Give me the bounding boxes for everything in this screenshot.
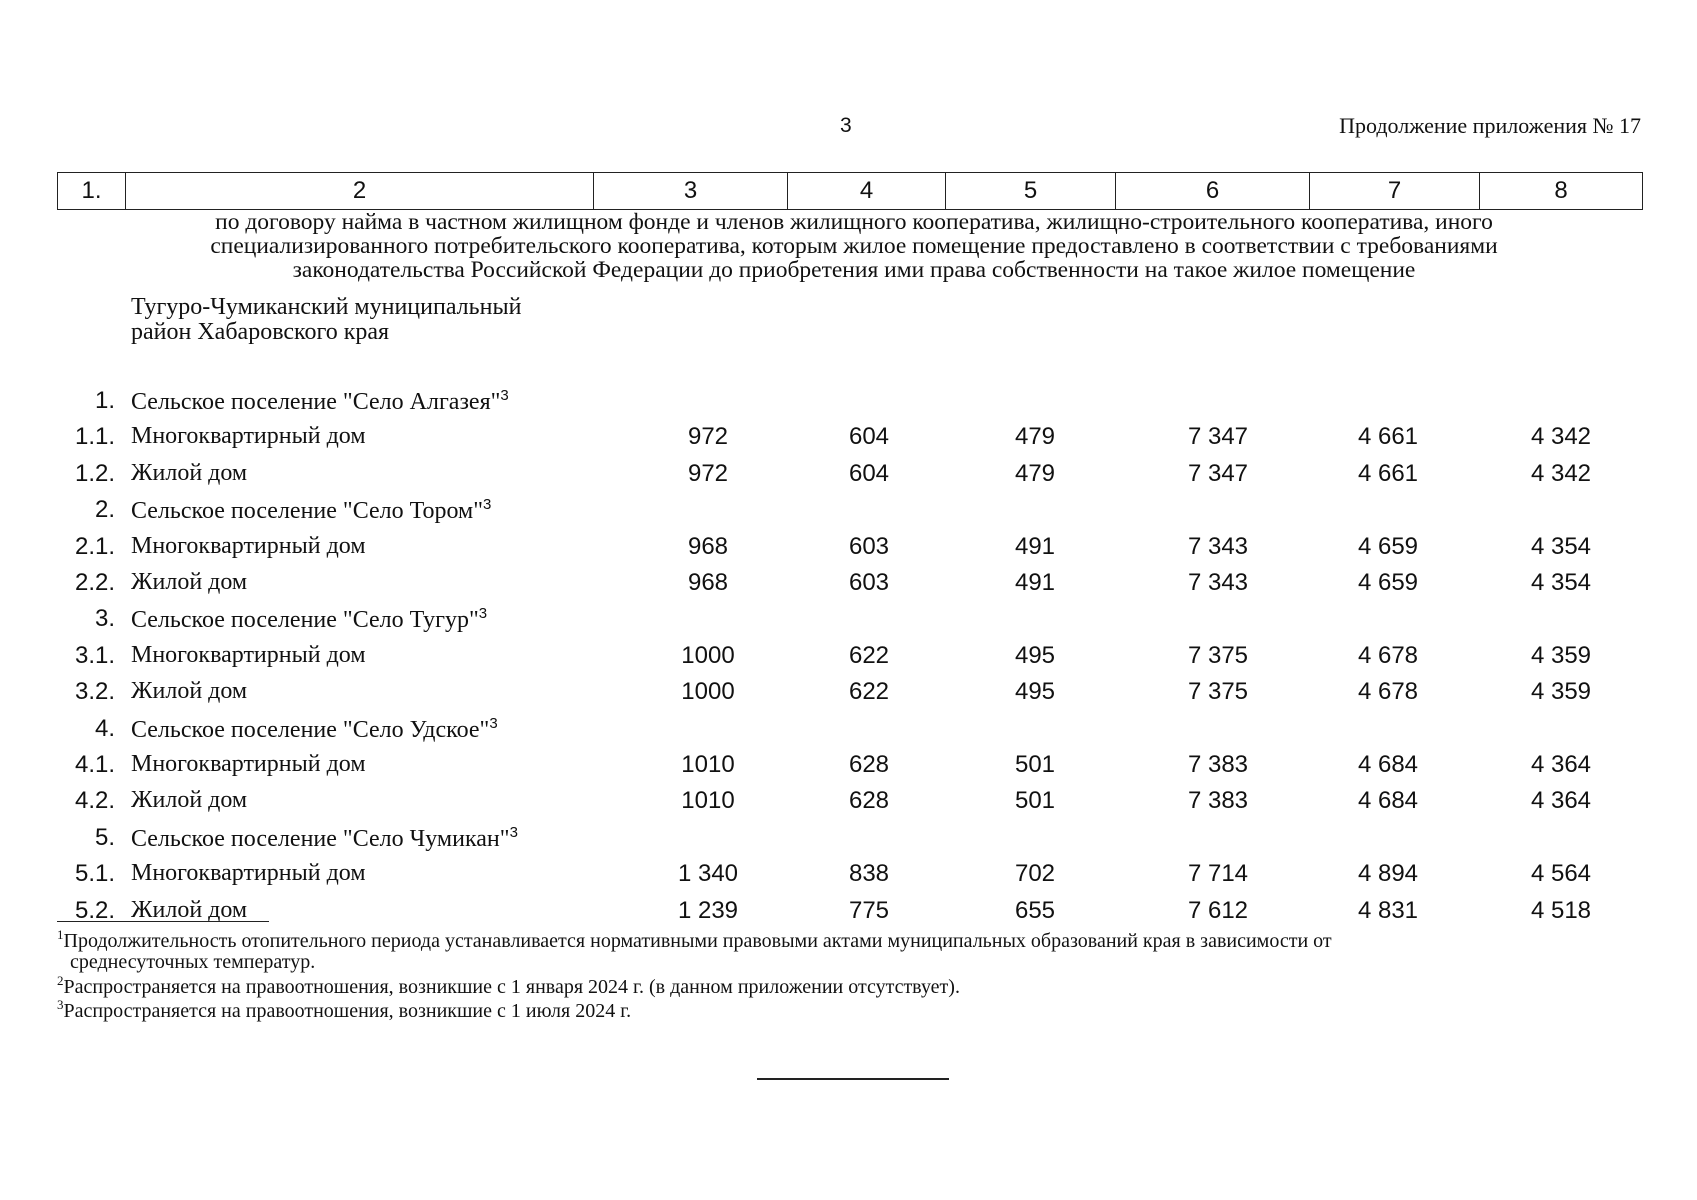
settlement-row <box>0 715 1697 751</box>
row-label <box>131 824 518 853</box>
row-number: 3. <box>94 605 115 632</box>
table-row <box>0 751 1697 787</box>
cell-col-5: 501 <box>1014 751 1056 778</box>
row-number: 1. <box>94 387 115 414</box>
footnote-text: Распространяется на правоотношения, возникшие с 1 июля 2024 г. <box>63 1000 632 1022</box>
column-header-3: 3 <box>594 173 788 210</box>
category-description: по договору найма в частном жилищном фонде и членов жилищного кооператива, жилищно-строительного кооператива, иного специализированного потребительского кооператива, которым жилое помещение предоставлено в соответствии с требованиями законодательства Российской Федерации до приобретения ими права собственности на такое жилое помещение <box>210 209 1498 283</box>
footnote-reference: 3 <box>489 715 498 732</box>
cell-col-7: 4 684 <box>1357 751 1419 778</box>
cell-col-6: 7 347 <box>1187 460 1249 487</box>
row-number: 5.1. <box>74 860 115 887</box>
footnote-text-continued: среднесуточных температур. <box>70 951 316 973</box>
cell-col-4: 604 <box>848 423 890 450</box>
column-header-2: 2 <box>126 173 594 210</box>
cell-col-6: 7 347 <box>1187 423 1249 450</box>
footnote-3 <box>57 994 1642 1022</box>
footnote-divider <box>57 921 269 922</box>
table-row <box>0 460 1697 496</box>
cell-col-8: 4 342 <box>1530 423 1592 450</box>
cell-col-7: 4 678 <box>1357 678 1419 705</box>
cell-col-3: 1000 <box>681 678 735 705</box>
table-row <box>0 533 1697 569</box>
column-header-1: 1. <box>58 173 126 210</box>
row-number: 2.2. <box>74 569 115 596</box>
row-label-text: Сельское поселение "Село Чумикан" <box>131 826 510 852</box>
cell-col-4: 628 <box>848 787 890 814</box>
footnote-text: Распространяется на правоотношения, возникшие с 1 января 2024 г. (в данном приложении отсутствует). <box>63 976 960 998</box>
settlement-row <box>0 824 1697 860</box>
footnote-mark: 3 <box>57 997 64 1012</box>
cell-col-4: 775 <box>848 897 890 924</box>
row-label-text: Сельское поселение "Село Алгазея" <box>131 389 501 415</box>
cell-col-5: 491 <box>1014 533 1056 560</box>
settlement-row <box>0 605 1697 641</box>
row-label <box>131 751 366 778</box>
cell-col-3: 968 <box>687 533 729 560</box>
row-number: 4.1. <box>74 751 115 778</box>
column-header-7: 7 <box>1310 173 1480 210</box>
cell-col-5: 495 <box>1014 678 1056 705</box>
cell-col-7: 4 661 <box>1357 423 1419 450</box>
table-row <box>0 642 1697 678</box>
cell-col-5: 702 <box>1014 860 1056 887</box>
cell-col-4: 838 <box>848 860 890 887</box>
district-name: Тугуро-Чумиканский муниципальный район Хабаровского края <box>131 294 522 345</box>
row-label-text: Многоквартирный дом <box>131 533 366 559</box>
row-number: 1.2. <box>74 460 115 487</box>
column-header-4: 4 <box>788 173 946 210</box>
row-number: 4.2. <box>74 787 115 814</box>
column-header-8: 8 <box>1480 173 1643 210</box>
settlement-row <box>0 496 1697 532</box>
cell-col-5: 479 <box>1014 423 1056 450</box>
footnote-reference: 3 <box>483 496 492 513</box>
footnote-reference: 3 <box>478 605 488 622</box>
row-label <box>131 860 366 887</box>
row-label-text: Жилой дом <box>131 460 248 486</box>
cell-col-8: 4 354 <box>1530 569 1592 596</box>
cell-col-5: 501 <box>1014 787 1056 814</box>
cell-col-6: 7 383 <box>1187 787 1249 814</box>
cell-col-4: 622 <box>848 678 890 705</box>
row-number: 4. <box>94 715 115 742</box>
cell-col-5: 491 <box>1014 569 1056 596</box>
footnote-mark: 2 <box>57 973 64 988</box>
row-number: 3.2. <box>74 678 115 705</box>
cell-col-4: 603 <box>848 569 890 596</box>
cell-col-5: 495 <box>1014 642 1056 669</box>
cell-col-8: 4 342 <box>1530 460 1592 487</box>
row-number: 5. <box>94 824 115 851</box>
row-label-text: Жилой дом <box>131 787 248 813</box>
table-row <box>0 423 1697 459</box>
row-label <box>131 387 509 416</box>
column-header-6: 6 <box>1116 173 1310 210</box>
row-number: 1.1. <box>74 423 115 450</box>
cell-col-3: 968 <box>687 569 729 596</box>
cell-col-7: 4 678 <box>1357 642 1419 669</box>
cell-col-5: 655 <box>1014 897 1056 924</box>
footnote-1 <box>57 924 1642 973</box>
row-label <box>131 569 247 596</box>
table-row <box>0 569 1697 605</box>
row-label <box>131 897 247 924</box>
row-label <box>131 715 498 744</box>
table-row <box>0 860 1697 896</box>
row-label <box>131 678 247 705</box>
row-number: 3.1. <box>74 642 115 669</box>
row-label <box>131 496 491 525</box>
table-row <box>0 787 1697 823</box>
cell-col-3: 972 <box>687 423 729 450</box>
row-number: 2. <box>94 496 115 523</box>
row-label-text: Сельское поселение "Село Тугур" <box>131 607 479 633</box>
row-label <box>131 642 366 669</box>
cell-col-4: 603 <box>848 533 890 560</box>
cell-col-3: 972 <box>687 460 729 487</box>
cell-col-6: 7 343 <box>1187 533 1249 560</box>
cell-col-8: 4 359 <box>1530 678 1592 705</box>
cell-col-7: 4 661 <box>1357 460 1419 487</box>
page-number: 3 <box>840 114 852 137</box>
row-label <box>131 460 247 487</box>
row-label <box>131 423 366 450</box>
cell-col-8: 4 364 <box>1530 751 1592 778</box>
cell-col-6: 7 343 <box>1187 569 1249 596</box>
cell-col-8: 4 364 <box>1530 787 1592 814</box>
cell-col-8: 4 518 <box>1530 897 1592 924</box>
footnote-reference: 3 <box>509 824 518 841</box>
row-label-text: Жилой дом <box>131 678 248 704</box>
cell-col-8: 4 359 <box>1530 642 1592 669</box>
row-label <box>131 605 487 634</box>
cell-col-6: 7 383 <box>1187 751 1249 778</box>
column-number-header <box>57 172 1643 210</box>
cell-col-4: 622 <box>848 642 890 669</box>
row-number: 5.2. <box>74 897 115 924</box>
cell-col-7: 4 894 <box>1357 860 1419 887</box>
cell-col-3: 1000 <box>681 642 735 669</box>
row-label-text: Многоквартирный дом <box>131 860 366 886</box>
settlement-row <box>0 387 1697 423</box>
cell-col-4: 604 <box>848 460 890 487</box>
row-label-text: Многоквартирный дом <box>131 423 366 449</box>
row-label-text: Жилой дом <box>131 569 248 595</box>
cell-col-3: 1 239 <box>677 897 739 924</box>
cell-col-6: 7 612 <box>1187 897 1249 924</box>
appendix-continuation-label: Продолжение приложения № 17 <box>1339 113 1641 138</box>
end-of-document-rule <box>757 1078 949 1080</box>
table-row <box>0 678 1697 714</box>
row-label-text: Многоквартирный дом <box>131 642 366 668</box>
cell-col-7: 4 684 <box>1357 787 1419 814</box>
cell-col-6: 7 375 <box>1187 678 1249 705</box>
cell-col-4: 628 <box>848 751 890 778</box>
footnote-mark: 1 <box>57 927 64 942</box>
column-header-5: 5 <box>946 173 1116 210</box>
cell-col-3: 1 340 <box>677 860 739 887</box>
cell-col-5: 479 <box>1014 460 1056 487</box>
row-label-text: Сельское поселение "Село Тором" <box>131 498 484 524</box>
cell-col-6: 7 375 <box>1187 642 1249 669</box>
cell-col-6: 7 714 <box>1187 860 1249 887</box>
cell-col-8: 4 564 <box>1530 860 1592 887</box>
row-label <box>131 787 247 814</box>
row-label-text: Жилой дом <box>131 897 248 923</box>
row-label-text: Сельское поселение "Село Удское" <box>131 717 490 743</box>
cell-col-7: 4 831 <box>1357 897 1419 924</box>
row-label-text: Многоквартирный дом <box>131 751 366 777</box>
footnote-text: Продолжительность отопительного периода устанавливается нормативными правовыми актами муниципальных образований края в зависимости от <box>63 930 1332 952</box>
row-label <box>131 533 366 560</box>
cell-col-7: 4 659 <box>1357 533 1419 560</box>
footnote-reference: 3 <box>500 387 509 404</box>
cell-col-8: 4 354 <box>1530 533 1592 560</box>
cell-col-3: 1010 <box>681 751 735 778</box>
cell-col-7: 4 659 <box>1357 569 1419 596</box>
cell-col-3: 1010 <box>681 787 735 814</box>
row-number: 2.1. <box>74 533 115 560</box>
